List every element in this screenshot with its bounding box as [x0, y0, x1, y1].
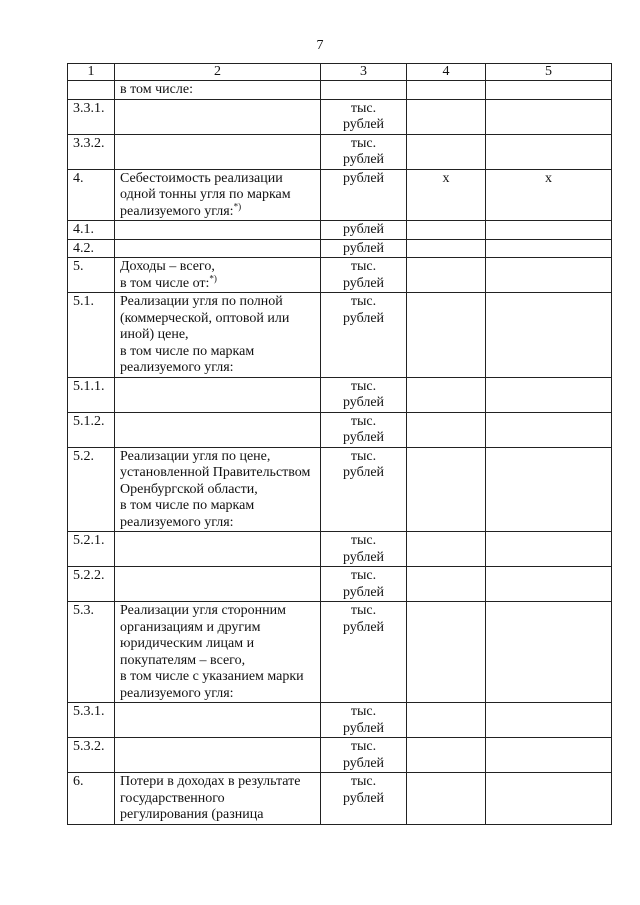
row-description-cell	[115, 99, 321, 134]
row-unit-cell: тыс. рублей	[321, 532, 407, 567]
table-body	[68, 64, 612, 825]
row-unit-cell: рублей	[321, 221, 407, 240]
page-number: 7	[316, 38, 324, 53]
row-number-cell: 5.3.	[68, 602, 115, 703]
row-number-cell: 5.1.2.	[68, 412, 115, 447]
table-row	[68, 703, 612, 738]
row-value-cell-col4	[407, 738, 486, 773]
column-header: 5	[486, 64, 612, 81]
row-value-cell-col4	[407, 239, 486, 258]
table-row	[68, 738, 612, 773]
row-unit-cell: тыс. рублей	[321, 258, 407, 293]
row-value-cell-col5	[486, 293, 612, 378]
row-description-cell	[115, 567, 321, 602]
row-value-cell-col4	[407, 99, 486, 134]
table-row	[68, 134, 612, 169]
row-value-cell-col5	[486, 447, 612, 532]
table-row	[68, 377, 612, 412]
row-number-cell: 5.2.2.	[68, 567, 115, 602]
row-unit-cell: тыс. рублей	[321, 447, 407, 532]
row-value-cell-col4	[407, 221, 486, 240]
row-value-cell-col5	[486, 567, 612, 602]
row-number-cell: 4.1.	[68, 221, 115, 240]
row-value-cell-col5	[486, 532, 612, 567]
row-value-cell-col5	[486, 99, 612, 134]
row-unit-cell: тыс. рублей	[321, 99, 407, 134]
row-unit-cell: тыс. рублей	[321, 602, 407, 703]
data-table	[67, 63, 612, 825]
footnote-marker: *)	[233, 200, 242, 211]
row-value-cell-col5	[486, 221, 612, 240]
row-value-cell-col5	[486, 773, 612, 825]
row-description-cell	[115, 377, 321, 412]
row-value-cell-col4	[407, 134, 486, 169]
row-unit-cell: тыс. рублей	[321, 377, 407, 412]
table-row	[68, 773, 612, 825]
row-description-cell	[115, 239, 321, 258]
row-number-cell: 5.1.1.	[68, 377, 115, 412]
row-description-cell	[115, 703, 321, 738]
row-unit-cell: тыс. рублей	[321, 773, 407, 825]
footnote-marker: *)	[209, 272, 217, 283]
row-description-cell	[115, 134, 321, 169]
row-description-cell	[115, 221, 321, 240]
column-header: 4	[407, 64, 486, 81]
row-unit-cell: тыс. рублей	[321, 738, 407, 773]
row-number-cell	[68, 81, 115, 100]
row-value-cell-col4	[407, 81, 486, 100]
table-row	[68, 412, 612, 447]
table-row	[68, 532, 612, 567]
row-description-cell: Реализации угля по полной (коммерческой, оптовой или иной) цене, в том числе по маркам реализуемого угля:	[115, 293, 321, 378]
row-value-cell-col5	[486, 703, 612, 738]
row-description-cell: Реализации угля сторонним организациям и другим юридическим лицам и покупателям – всего, в том числе с указанием марки реализуемого угля:	[115, 602, 321, 703]
row-number-cell: 5.	[68, 258, 115, 293]
row-description-cell: в том числе:	[115, 81, 321, 100]
row-value-cell-col5	[486, 134, 612, 169]
column-header: 2	[115, 64, 321, 81]
row-description-cell: Себестоимость реализации одной тонны угля по маркам реализуемого угля:*)	[115, 169, 321, 221]
table-row	[68, 239, 612, 258]
row-number-cell: 4.	[68, 169, 115, 221]
table-row	[68, 602, 612, 703]
table-row	[68, 99, 612, 134]
row-value-cell-col4	[407, 412, 486, 447]
table-row	[68, 258, 612, 293]
row-description-cell	[115, 412, 321, 447]
table-row	[68, 447, 612, 532]
row-value-cell-col4	[407, 773, 486, 825]
row-description-cell: Потери в доходах в результате государственного регулирования (разница	[115, 773, 321, 825]
column-header: 3	[321, 64, 407, 81]
row-number-cell: 3.3.2.	[68, 134, 115, 169]
row-unit-cell: рублей	[321, 239, 407, 258]
table-row	[68, 81, 612, 100]
row-unit-cell: рублей	[321, 169, 407, 221]
row-unit-cell: тыс. рублей	[321, 134, 407, 169]
table-header-row	[68, 64, 612, 81]
row-unit-cell: тыс. рублей	[321, 703, 407, 738]
row-value-cell-col5	[486, 258, 612, 293]
row-number-cell: 5.3.1.	[68, 703, 115, 738]
table-row	[68, 221, 612, 240]
row-value-cell-col4	[407, 447, 486, 532]
row-value-cell-col5	[486, 377, 612, 412]
row-value-cell-col4	[407, 293, 486, 378]
row-value-cell-col5	[486, 602, 612, 703]
row-number-cell: 5.1.	[68, 293, 115, 378]
row-description-cell	[115, 532, 321, 567]
table-row	[68, 293, 612, 378]
column-header: 1	[68, 64, 115, 81]
row-number-cell: 5.2.1.	[68, 532, 115, 567]
row-value-cell-col4	[407, 532, 486, 567]
row-value-cell-col4	[407, 567, 486, 602]
row-description-cell	[115, 738, 321, 773]
row-value-cell-col4	[407, 258, 486, 293]
row-number-cell: 6.	[68, 773, 115, 825]
table-row	[68, 567, 612, 602]
row-unit-cell: тыс. рублей	[321, 412, 407, 447]
row-description-cell: Доходы – всего, в том числе от:*)	[115, 258, 321, 293]
row-value-cell-col4	[407, 703, 486, 738]
row-value-cell-col5	[486, 738, 612, 773]
row-number-cell: 5.3.2.	[68, 738, 115, 773]
row-unit-cell: тыс. рублей	[321, 293, 407, 378]
row-number-cell: 4.2.	[68, 239, 115, 258]
row-number-cell: 5.2.	[68, 447, 115, 532]
row-unit-cell: тыс. рублей	[321, 567, 407, 602]
row-value-cell-col4	[407, 602, 486, 703]
row-value-cell-col5: х	[486, 169, 612, 221]
row-number-cell: 3.3.1.	[68, 99, 115, 134]
row-value-cell-col4	[407, 377, 486, 412]
row-value-cell-col4: х	[407, 169, 486, 221]
row-value-cell-col5	[486, 412, 612, 447]
row-unit-cell	[321, 81, 407, 100]
table-row	[68, 169, 612, 221]
row-value-cell-col5	[486, 239, 612, 258]
row-description-cell: Реализации угля по цене, установленной Правительством Оренбургской области, в том числе по маркам реализуемого угля:	[115, 447, 321, 532]
row-value-cell-col5	[486, 81, 612, 100]
